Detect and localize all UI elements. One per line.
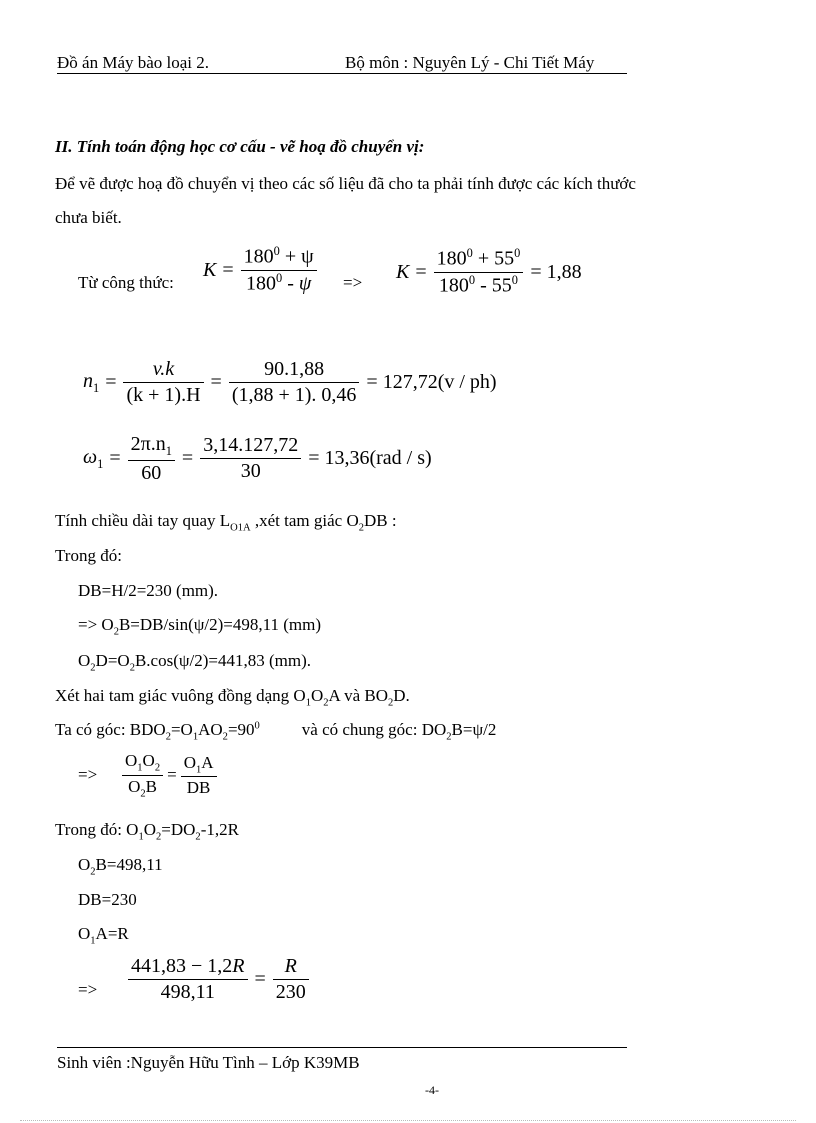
- ratio-arrow: =>: [78, 765, 98, 784]
- header-right: Bộ môn : Nguyên Lý - Chi Tiết Máy: [345, 53, 595, 72]
- footer-rule: [57, 1047, 627, 1048]
- formula-k-label: Từ công thức:: [78, 273, 174, 292]
- final-equation: $\frac{441,83 - 1,2R}{498,11}$ = $\frac{R}{230}$: [124, 954, 313, 1005]
- header-rule: [57, 73, 627, 74]
- o2d-line: $O_2D=O_2B.\cos(\psi/2)=441,83$ (mm).: [78, 651, 312, 674]
- footer-student: Sinh viên :Nguyễn Hữu Tình – Lớp K39MB: [57, 1053, 360, 1072]
- implies-arrow: =>: [343, 273, 363, 292]
- formula-omega1: $\omega_1$ = $\frac{2\pi.n_1}{60}$ = $\frac{3,14.127,72}{30}$ = 13,36(rad / s): [83, 433, 432, 484]
- crank-length-line: Tính chiều dài tay quay $L_{O1A}$ ,xét tam giác $O_2DB$ :: [55, 511, 397, 534]
- o1a-value: $O_1A=R$: [78, 924, 129, 947]
- o2b-line: => $O_2B=DB/\sin(\psi/2)=498,11$ (mm): [78, 615, 321, 638]
- o2b-value: $O_2B=498,11$: [78, 855, 163, 878]
- db-line: DB=H/2=230 (mm).: [78, 581, 219, 600]
- final-arrow: =>: [78, 980, 98, 999]
- db-value: DB=230: [78, 890, 137, 909]
- similar-triangles-line: Xét hai tam giác vuông đồng dạng $O_1O_2A$ và $BO_2D$.: [55, 686, 410, 709]
- intro-line-2: chưa biết.: [55, 208, 122, 227]
- where-label-2: Trong đó: $O_1O_2=DO_2-1,2R$: [55, 820, 239, 843]
- angles-line: Ta có góc: $BDO_2=O_1AO_2=90^0$ và có chung góc: $DO_2B=\psi/2$: [55, 720, 497, 743]
- formula-k-value: K = $\frac{180^0 + 55^0}{180^0 - 55^0}$ = 1,88: [396, 246, 582, 297]
- section-title: II. Tính toán động học cơ cấu - vẽ hoạ đồ chuyển vị:: [55, 137, 425, 156]
- where-label-1: Trong đó:: [55, 546, 122, 565]
- page-number: -4-: [425, 1083, 439, 1097]
- formula-k-definition: K = $\frac{180^0 + \psi}{180^0 - \psi}$: [200, 244, 321, 296]
- page-edge-dots: [20, 1120, 796, 1121]
- ratio-equation: $\frac{O_1O_2}{O_2B}$ = $\frac{O_1A}{DB}$: [118, 750, 221, 800]
- formula-n1: $n_1$ = $\frac{v.k}{(k + 1).H}$ = $\frac{90.1,88}{(1,88 + 1). 0,46}$ = 127,72(v / ph): [83, 358, 497, 406]
- header-left: Đồ án Máy bào loại 2.: [57, 53, 210, 72]
- intro-line-1: Để vẽ được hoạ đồ chuyển vị theo các số liệu đã cho ta phải tính được các kích thước: [55, 174, 636, 193]
